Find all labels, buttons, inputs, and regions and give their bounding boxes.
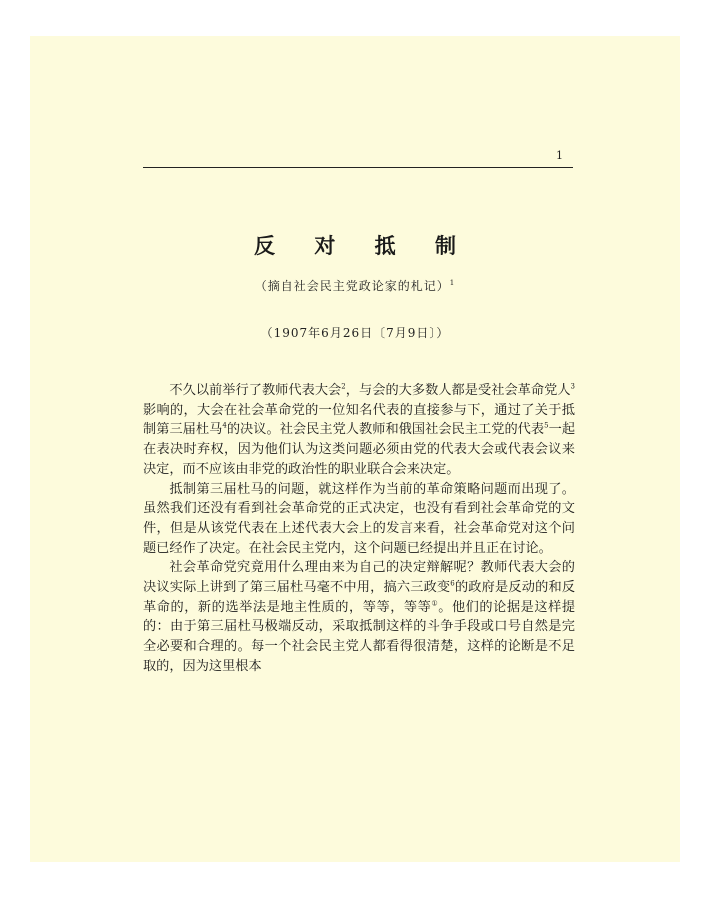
paragraph-text: 的政府是反动的和反革命的，新的选举法是地主性质的，等等，等等 [143,580,576,615]
paragraph-text: 社会革命党究竟用什么理由来为自己的决定辩解呢？教师代表大会的决议实际上讲到了第三届杜马毫不中用，搞六三政变 [143,560,575,596]
page-sheet [30,36,680,862]
footnote-marker: 2 [341,382,346,391]
footnote-marker: 5 [544,422,549,431]
paragraph [143,480,575,559]
footnote-marker: 3 [570,382,576,391]
paragraph-text: 影响的，大会在社会革命党的一位知名代表的直接参与下，通过了关于抵制第三届杜马 [143,402,575,438]
paragraph-text: 。他们的论据是这样提的：由于第三届杜马极端反动，采取抵制这样的斗争手段或口号自然是完全必要和合理的。每一个社会民主党人都看得很清楚，这样的论断是不足取的，因为这里根本 [143,599,576,674]
paragraph-text: ，与会的大多数人都是受社会革命党人 [345,383,571,398]
article-date: （1907年6月26日〔7月9日〕） [260,326,450,340]
article-title: 反 对 抵 制 [254,234,472,258]
paragraph [143,558,575,676]
footnote-marker: ① [431,599,439,608]
paragraph-text: 不久以前举行了教师代表大会 [169,383,342,398]
footnote-marker: 4 [222,422,227,431]
article-body [143,381,575,677]
paragraph [143,381,575,480]
paragraph-text: 一起在表决时弃权，因为他们认为这类问题必须由党的代表大会或代表会议来决定，而不应该由非党的政治性的职业联合会来决定。 [143,422,576,477]
subtitle-footnote-marker: 1 [449,279,456,287]
header-rule [143,167,573,168]
subtitle-text: （摘自社会民主党政论家的札记） [254,279,450,293]
footnote-marker: 6 [450,579,455,588]
article-subtitle [30,277,680,294]
page-number: 1 [556,149,563,162]
paragraph-text: 的决议。社会民主党人教师和俄国社会民主工党的代表 [226,422,545,438]
paragraph-text: 抵制第三届杜马的问题，就这样作为当前的革命策略问题而出现了。虽然我们还没有看到社会革命党的正式决定，也没有看到社会革命党的文件，但是从该党代表在上述代表大会上的发言来看，社会革命党对这个问题已经作了决定。在社会民主党内，这个问题已经提出并且正在讨论。 [143,481,575,556]
